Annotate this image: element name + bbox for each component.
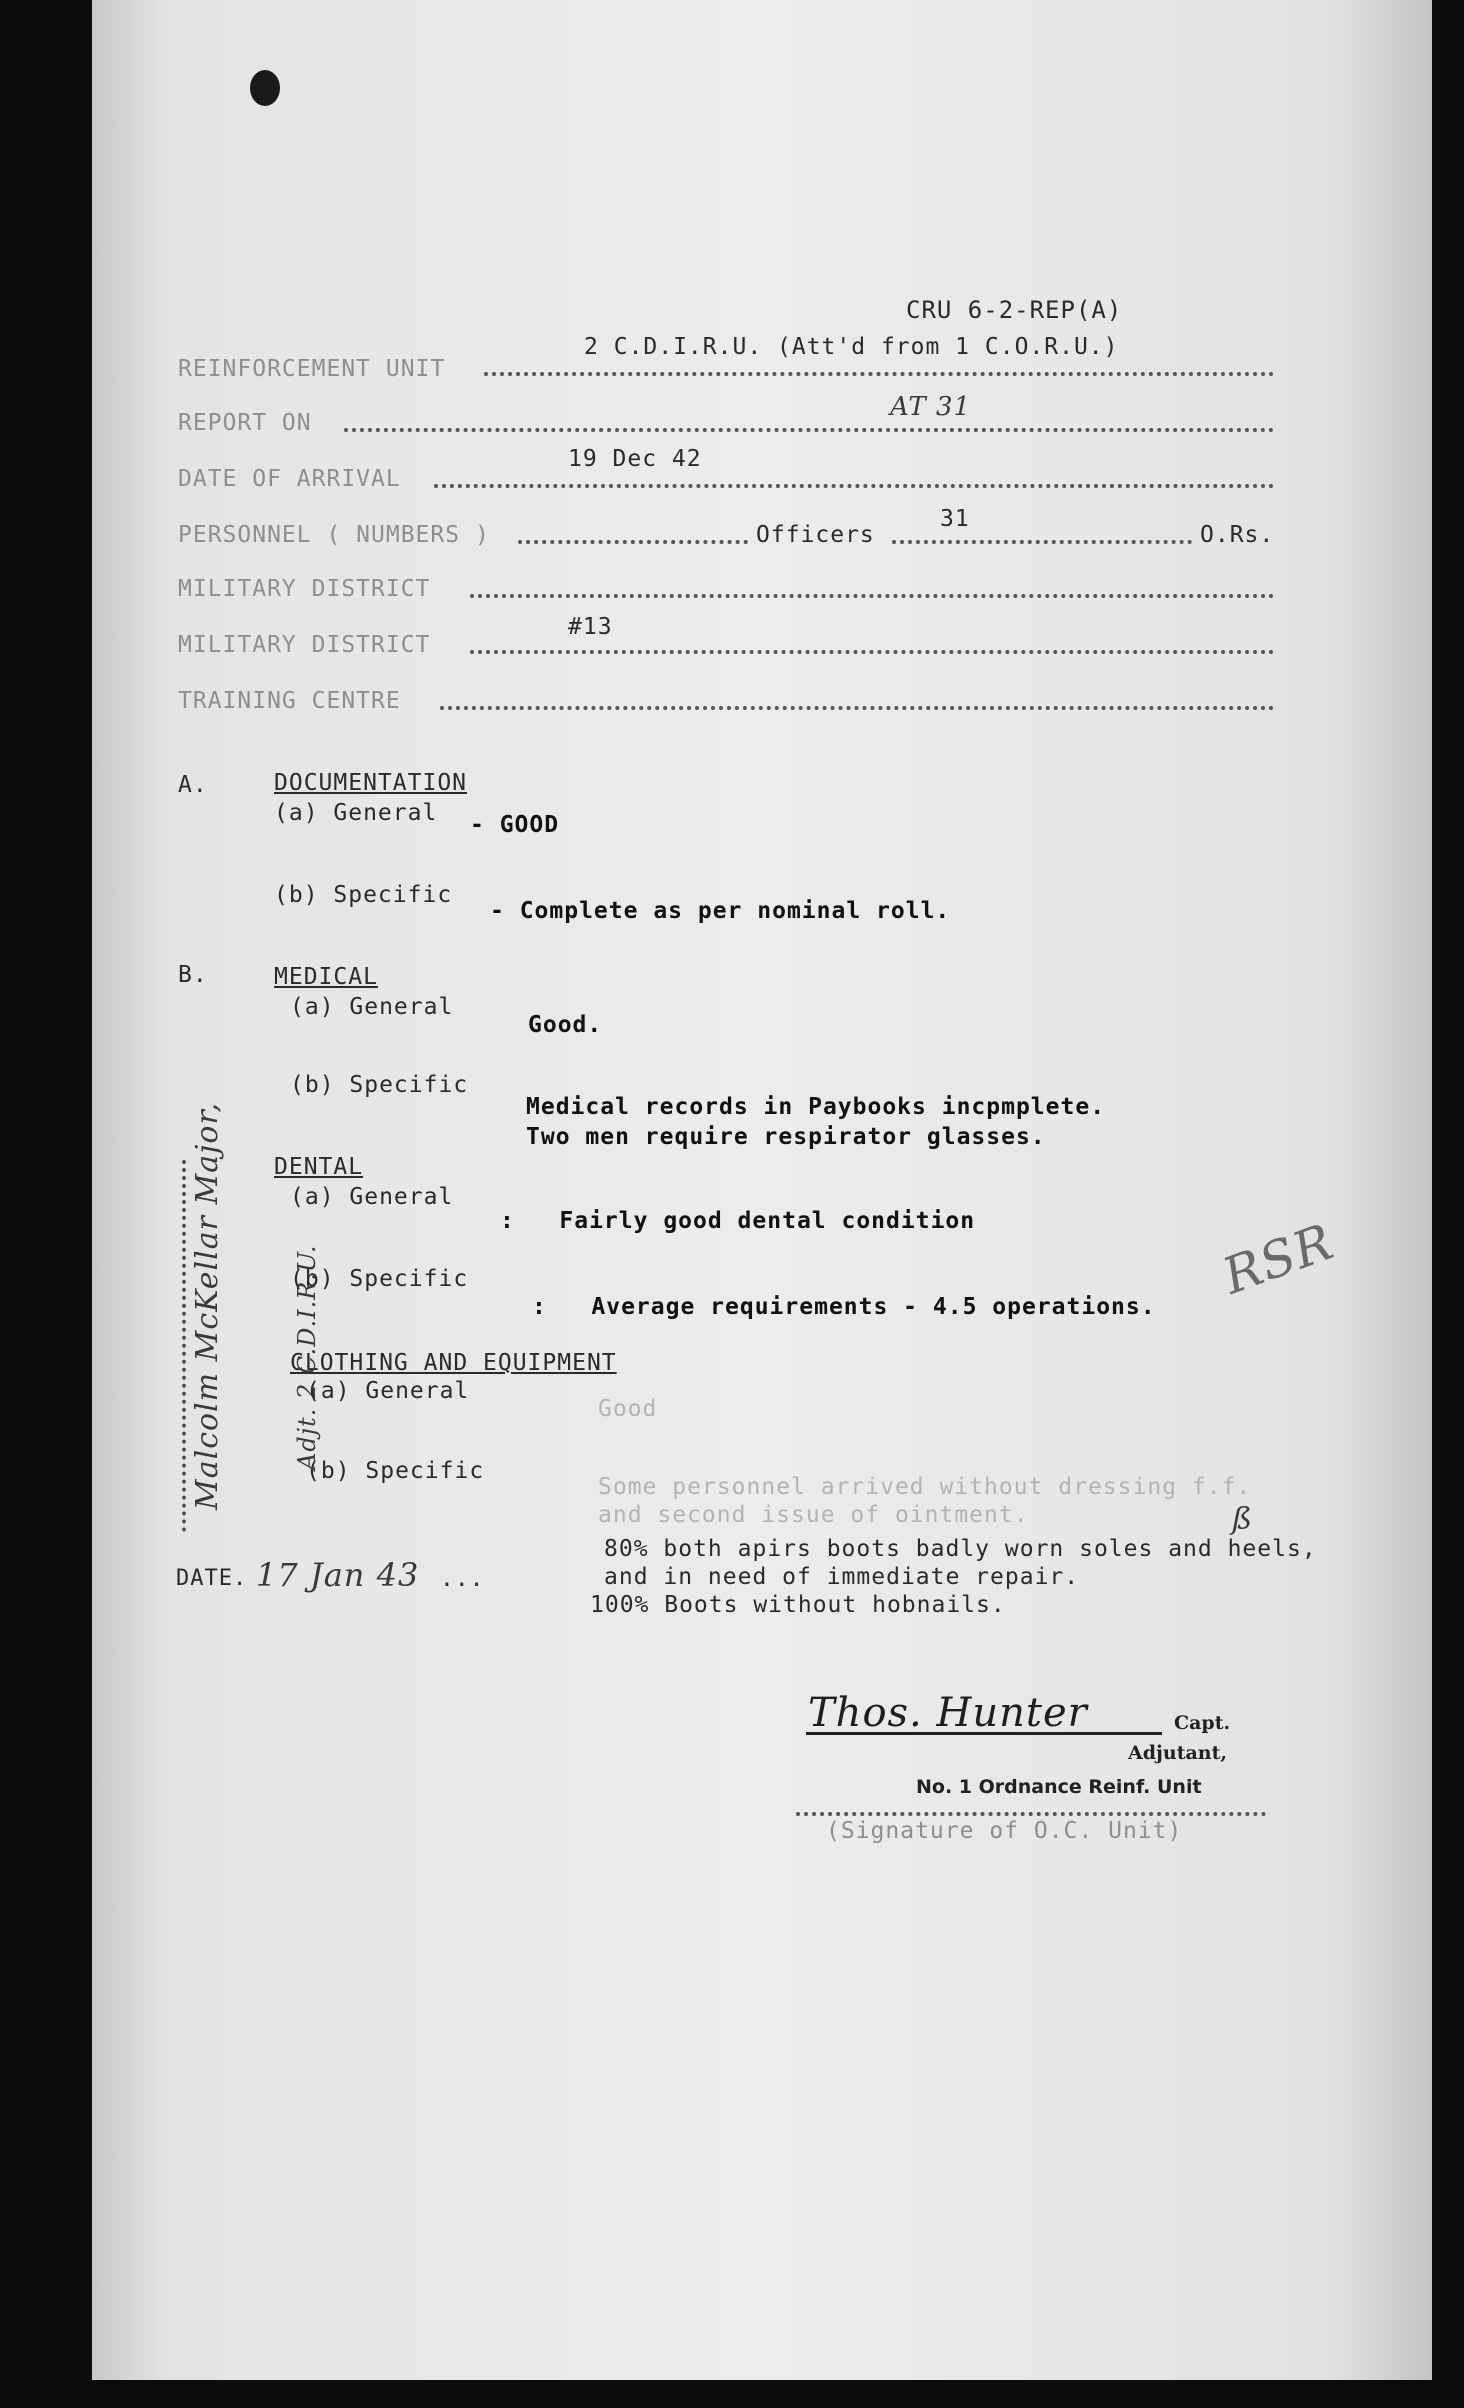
date-label: DATE. [176,1566,248,1591]
signature-underline [806,1732,1162,1735]
field-label-training-centre: TRAINING CENTRE [178,688,401,714]
field-value-report-on: AT 31 [890,392,972,422]
documentation-general-label: (a) General [274,800,438,826]
medical-general-value: Good. [528,1012,603,1038]
section-letter-b: B. [178,962,208,988]
dental-specific-value: : Average requirements - 4.5 operations. [532,1294,1156,1320]
margin-b-mark: ß [1232,1502,1254,1537]
clothing-specific-label: (b) Specific [306,1458,485,1484]
signature-dotted-line [796,1812,1266,1816]
initials-mark: RSR [1215,1212,1342,1306]
signature-title: Adjutant, [1128,1742,1228,1764]
dental-specific-label: (b) Specific [290,1266,469,1292]
dental-general-label: (a) General [290,1184,454,1210]
field-label-date-of-arrival: DATE OF ARRIVAL [178,466,401,492]
field-label-reinforcement-unit: REINFORCEMENT UNIT [178,356,446,382]
medical-general-label: (a) General [290,994,454,1020]
signature-handwritten: Thos. Hunter [808,1690,1088,1736]
dotted-line [470,650,1274,654]
medical-specific-label: (b) Specific [290,1072,469,1098]
ors-label: O.Rs. [1200,522,1275,548]
field-value-personnel: 31 [940,506,970,532]
field-label-report-on: REPORT ON [178,410,312,436]
field-label-military-district: MILITARY DISTRICT [178,576,431,602]
margin-note-unit: Adjt. 2 C.D.I.R.U. [293,1244,321,1470]
clothing-specific-line-1: Some personnel arrived without dressing f.f. [598,1474,1252,1500]
dotted-line [484,372,1274,376]
dotted-line [518,540,748,544]
medical-specific-line-2: Two men require respirator glasses. [526,1124,1046,1150]
clothing-specific-line-2: and second issue of ointment. [598,1502,1029,1528]
clothing-general-label: (a) General [306,1378,470,1404]
field-label-personnel: PERSONNEL ( NUMBERS ) [178,522,490,548]
signature-caption: (Signature of O.C. Unit) [826,1818,1183,1844]
date-value: 17 Jan 43 [256,1556,420,1594]
clothing-specific-line-4: and in need of immediate repair. [604,1564,1080,1590]
dotted-line [344,428,1274,432]
margin-note-name: Malcolm McKellar Major, [190,1101,225,1510]
clothing-general-value: Good [598,1396,658,1422]
signature-unit: No. 1 Ordnance Reinf. Unit [916,1776,1202,1798]
section-heading-clothing: CLOTHING AND EQUIPMENT [290,1350,617,1376]
dotted-line [470,594,1274,598]
dotted-line [440,706,1274,710]
section-heading-dental: DENTAL [274,1154,364,1180]
medical-specific-line-1: Medical records in Paybooks incpmplete. [526,1094,1106,1120]
margin-dotted-line [182,1160,186,1532]
field-value-reinforcement-unit: 2 C.D.I.R.U. (Att'd from 1 C.O.R.U.) [584,334,1119,360]
documentation-specific-label: (b) Specific [274,882,453,908]
punch-hole [250,70,280,106]
corner-mark [180,140,188,186]
signature-rank: Capt. [1174,1712,1231,1734]
documentation-specific-value: - Complete as per nominal roll. [490,898,951,924]
officers-label: Officers [756,522,875,548]
section-letter-a: A. [178,772,208,798]
field-value-date-of-arrival: 19 Dec 42 [568,446,702,472]
form-id: CRU 6-2-REP(A) [906,296,1123,324]
field-label-military-district-2: MILITARY DISTRICT [178,632,431,658]
section-heading-medical: MEDICAL [274,964,378,990]
dotted-line [892,540,1192,544]
section-heading-documentation: DOCUMENTATION [274,770,468,796]
clothing-specific-line-3: 80% both apirs boots badly worn soles and heels, [604,1536,1317,1562]
date-dots: ... [440,1566,485,1592]
dotted-line [434,484,1274,488]
clothing-specific-line-5: 100% Boots without hobnails. [590,1592,1006,1618]
field-value-military-district-2: #13 [568,614,613,640]
dental-general-value: : Fairly good dental condition [500,1208,976,1234]
documentation-general-value: - GOOD [470,812,560,838]
